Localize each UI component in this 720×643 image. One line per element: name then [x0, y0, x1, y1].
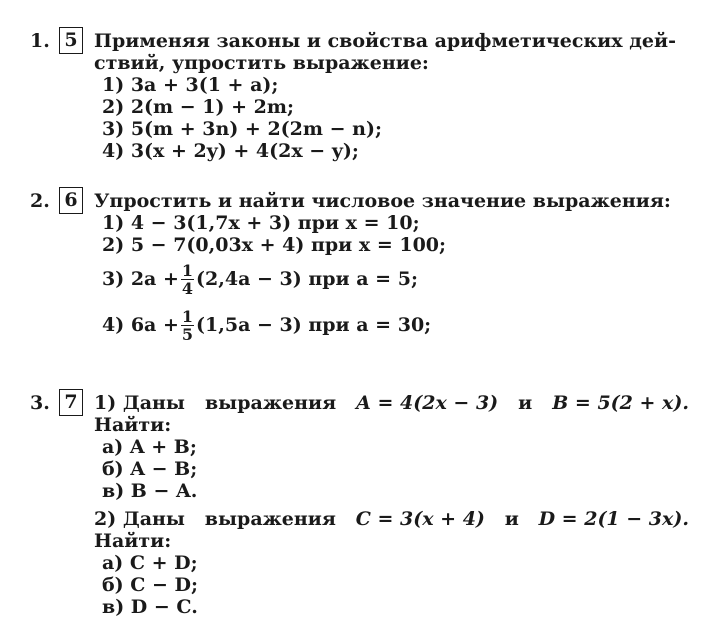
find-label: Найти: [94, 414, 172, 436]
task-body [94, 392, 689, 618]
task-number: 1. [30, 30, 50, 52]
task-number: 2. [30, 190, 50, 212]
task-intro-line-1: Применяя законы и свойства арифметических дей- [94, 30, 676, 52]
find-label: Найти: [94, 530, 172, 552]
list-item: 3) 2a + $\frac{1}{4}$ (2,4a − 3) при a = 5; [102, 260, 418, 298]
list-item: а) A + B; [102, 436, 197, 458]
list-item: 4) 6a + $\frac{1}{5}$ (1,5a − 3) при a = 30; [102, 306, 432, 344]
part-heading: 2) Даны выражения C = 3(x + 4) и D = 2(1 − 3x). [94, 508, 689, 530]
list-item: в) B − A. [102, 480, 198, 502]
list-item: 1) 4 − 3(1,7x + 3) при x = 10; [102, 212, 420, 234]
difficulty-box: 6 [59, 187, 83, 214]
task-body [94, 30, 689, 162]
list-item: а) C + D; [102, 552, 198, 574]
list-item: 4) 3(x + 2y) + 4(2x − y); [102, 140, 359, 162]
list-item: 2) 2(m − 1) + 2m; [102, 96, 294, 118]
fraction: $\frac{1}{5}$ [181, 306, 194, 344]
list-item: 2) 5 − 7(0,03x + 4) при x = 100; [102, 234, 447, 256]
list-item: б) A − B; [102, 458, 198, 480]
difficulty-box: 7 [59, 389, 83, 416]
list-item: в) D − C. [102, 596, 198, 618]
list-item: 3) 5(m + 3n) + 2(2m − n); [102, 118, 382, 140]
task-intro-line-2: ствий, упростить выражение: [94, 52, 429, 74]
task-intro: Упростить и найти числовое значение выражения: [94, 190, 671, 212]
task-number: 3. [30, 392, 50, 414]
fraction: $\frac{1}{4}$ [181, 260, 194, 298]
part-heading: 1) Даны выражения A = 4(2x − 3) и B = 5(2 + x). [94, 392, 689, 414]
difficulty-box: 5 [59, 27, 83, 54]
list-item: 1) 3a + 3(1 + a); [102, 74, 279, 96]
list-item: б) C − D; [102, 574, 199, 596]
task-body [94, 190, 689, 348]
